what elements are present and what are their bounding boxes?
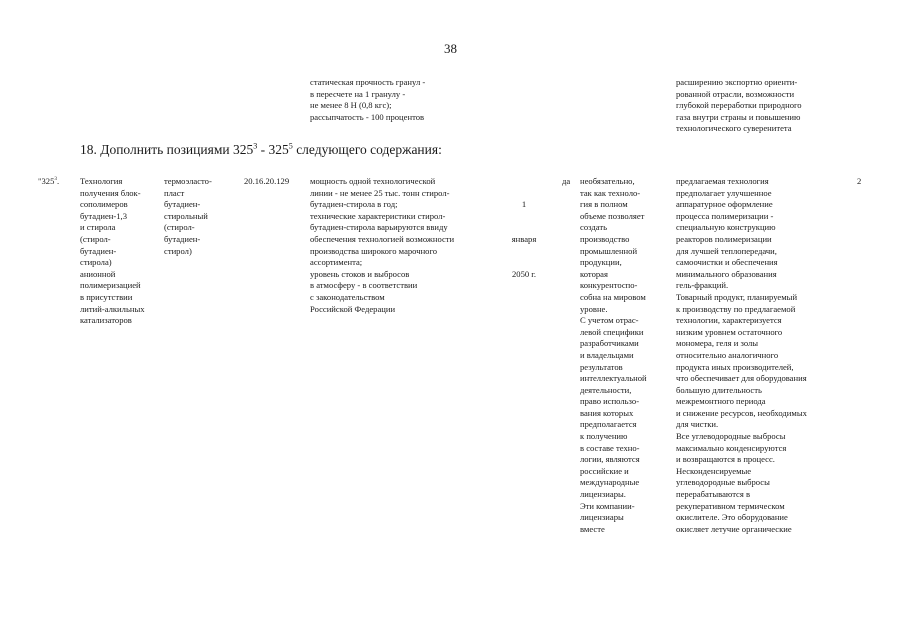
position-number-superscript: 3 (54, 176, 57, 183)
group-cell: 2 (857, 176, 862, 186)
technology-name-cell: Технология получения блок- сополимеров бутадиен-1,3 и стирола (стирол- бутадиен- стирола) анионной полимеризацией в присутствии литий-алкильных катализаторов (80, 176, 145, 326)
deadline-day: 1 (521, 199, 527, 210)
description-cell: предлагаемая технология предполагает улучшенное аппаратурное оформление процесса полимеризации - специальную конструкцию реакторов полимеризации для лучшей теплопередачи, самоочистки и обеспечения минимального образования гель-фракций. Товарный продукт, планируемый к производству по предлагаемой технологии, характеризуется низким уровнем остаточного мономера, геля и золы относительно аналогичного продукта иных производителей, что обеспечивает для оборудования большую длительность межремонтного периода и снижение ресурсов, необходимых для чистки. Все углеводородные выбросы максимально конденсируются и возвращаются в процесс. Несконденсируемые углеводородные выбросы перерабатываются в рекуперативном термическом окислителе. Это оборудование окисляет летучие органические (676, 176, 807, 534)
heading-superscript-b: 5 (288, 141, 293, 151)
section-heading (80, 142, 442, 158)
heading-middle: - 325 (257, 142, 289, 157)
deadline-cell (498, 176, 550, 304)
heading-superscript-a: 3 (253, 141, 258, 151)
previous-parameters-continuation: статическая прочность гранул - в пересчете на 1 гранулу - не менее 8 Н (0,8 кгс); рассыпчатость - 100 процентов (310, 77, 426, 122)
heading-suffix: следующего содержания: (292, 142, 442, 157)
deadline-year: 2050 г. (511, 268, 537, 279)
page-number: 38 (444, 41, 457, 56)
position-number-suffix: . (56, 176, 60, 186)
flag-cell: да (562, 176, 571, 186)
deadline-month: января (511, 233, 537, 244)
product-name-cell: термоэласто- пласт бутадиен- стирольный (стирол- бутадиен- стирол) (164, 176, 212, 256)
position-number-main: "325 (38, 176, 55, 186)
position-number (38, 176, 59, 188)
justification-cell: необязательно, так как техноло- гия в полном объеме позволяет создать производство промышленной продукции, которая конкурентоспо- собна на мировом уровне. С учетом отрас- левой специфики разработчиками и владельцами результатов интеллектуальной деятельности, право использо- вания которых предполагается к получению в составе техно- логии, являются российские и международные лицензиары. Эти компании- лицензиары вместе (580, 176, 647, 534)
heading-prefix: 18. Дополнить позициями 325 (80, 142, 254, 157)
product-code-cell: 20.16.20.129 (244, 176, 290, 186)
previous-description-continuation: расширению экспортно ориенти- рованной отрасли, возможности глубокой переработки природного газа внутри страны и повышению технологического суверенитета (676, 77, 802, 134)
parameters-cell: мощность одной технологической линии - не менее 25 тыс. тонн стирол- бутадиен-стирола в год; технические характеристики стирол- бутадиен-стирола варьируются ввиду обеспечения технологией возможности производства широкого марочного ассортимента; уровень стоков и выбросов в атмосферу - в соответствии с законодательством Российской Федерации (310, 176, 455, 314)
